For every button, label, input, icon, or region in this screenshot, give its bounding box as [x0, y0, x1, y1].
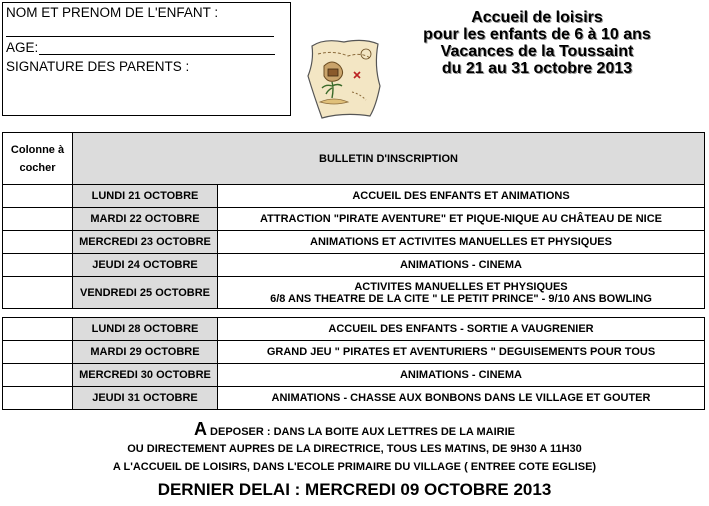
checkbox-cell[interactable]: [3, 277, 73, 309]
name-label: NOM ET PRENOM DE L'ENFANT :: [6, 5, 219, 20]
age-label: AGE:: [6, 40, 39, 55]
checkbox-cell[interactable]: [3, 341, 73, 364]
table-row: [3, 277, 705, 309]
day-cell: MERCREDI 30 OCTOBRE: [73, 364, 218, 387]
activity-cell: ANIMATIONS - CINEMA: [218, 254, 705, 277]
header-line-4: du 21 au 31 octobre 2013: [441, 60, 633, 77]
footer-line-1-text: DEPOSER : DANS LA BOITE AUX LETTRES DE LA MAIRIE: [206, 426, 516, 438]
table-row: [3, 318, 705, 341]
activity-cell: ACCUEIL DES ENFANTS ET ANIMATIONS: [218, 185, 705, 208]
activity-cell: ATTRACTION "PIRATE AVENTURE" ET PIQUE-NIQUE AU CHÂTEAU DE NICE: [218, 208, 705, 231]
table-row: [3, 254, 705, 277]
registration-table-week1: [2, 132, 705, 309]
header-line-2: pour les enfants de 6 à 10 ans: [423, 26, 651, 43]
table-row: [3, 208, 705, 231]
day-cell: MARDI 29 OCTOBRE: [73, 341, 218, 364]
activity-cell: ANIMATIONS - CHASSE AUX BONBONS DANS LE VILLAGE ET GOUTER: [218, 387, 705, 410]
table-row: [3, 341, 705, 364]
header-line-1: Accueil de loisirs: [471, 9, 603, 26]
activity-cell: ANIMATIONS - CINEMA: [218, 364, 705, 387]
activity-cell: ANIMATIONS ET ACTIVITES MANUELLES ET PHYSIQUES: [218, 231, 705, 254]
age-line[interactable]: [39, 54, 275, 55]
day-cell: JEUDI 24 OCTOBRE: [73, 254, 218, 277]
day-cell: VENDREDI 25 OCTOBRE: [73, 277, 218, 309]
day-cell: MERCREDI 23 OCTOBRE: [73, 231, 218, 254]
header-line-3: Vacances de la Toussaint: [440, 43, 634, 60]
table-row: [3, 364, 705, 387]
activity-line-1: ACTIVITES MANUELLES ET PHYSIQUES: [354, 280, 568, 293]
registration-table-week2: [2, 317, 705, 410]
activity-cell: [218, 277, 705, 309]
checkbox-cell[interactable]: [3, 364, 73, 387]
name-line[interactable]: [6, 36, 274, 37]
checkbox-cell[interactable]: [3, 231, 73, 254]
deadline: DERNIER DELAI : MERCREDI 09 OCTOBRE 2013: [157, 480, 552, 499]
activity-line-2: 6/8 ANS THEATRE DE LA CITE " LE PETIT PRINCE" - 9/10 ANS BOWLING: [270, 292, 652, 305]
table-row: [3, 387, 705, 410]
child-info-box: [2, 2, 291, 116]
signature-label: SIGNATURE DES PARENTS :: [6, 59, 190, 74]
day-cell: JEUDI 31 OCTOBRE: [73, 387, 218, 410]
checkbox-cell[interactable]: [3, 387, 73, 410]
day-cell: MARDI 22 OCTOBRE: [73, 208, 218, 231]
footer-line-1: [0, 419, 709, 440]
checkbox-cell[interactable]: [3, 318, 73, 341]
table-row: [3, 185, 705, 208]
checkbox-cell[interactable]: [3, 254, 73, 277]
footer-initial: A: [193, 419, 207, 439]
check-column-header: Colonne à cocher: [3, 133, 73, 185]
checkbox-cell[interactable]: [3, 185, 73, 208]
treasure-map-icon: [304, 36, 384, 120]
activity-cell: ACCUEIL DES ENFANTS - SORTIE A VAUGRENIER: [218, 318, 705, 341]
day-cell: LUNDI 21 OCTOBRE: [73, 185, 218, 208]
footer-line-3: A L'ACCUEIL DE LOISIRS, DANS L'ECOLE PRIMAIRE DU VILLAGE ( ENTREE COTE EGLISE): [112, 461, 597, 473]
checkbox-cell[interactable]: [3, 208, 73, 231]
table-row: [3, 231, 705, 254]
day-cell: LUNDI 28 OCTOBRE: [73, 318, 218, 341]
bulletin-title: BULLETIN D'INSCRIPTION: [73, 133, 705, 185]
footer-line-2: OU DIRECTEMENT AUPRES DE LA DIRECTRICE, TOUS LES MATINS, DE 9H30 A 11H30: [127, 443, 582, 455]
header-title: [392, 9, 682, 77]
activity-cell: GRAND JEU " PIRATES ET AVENTURIERS " DEGUISEMENTS POUR TOUS: [218, 341, 705, 364]
